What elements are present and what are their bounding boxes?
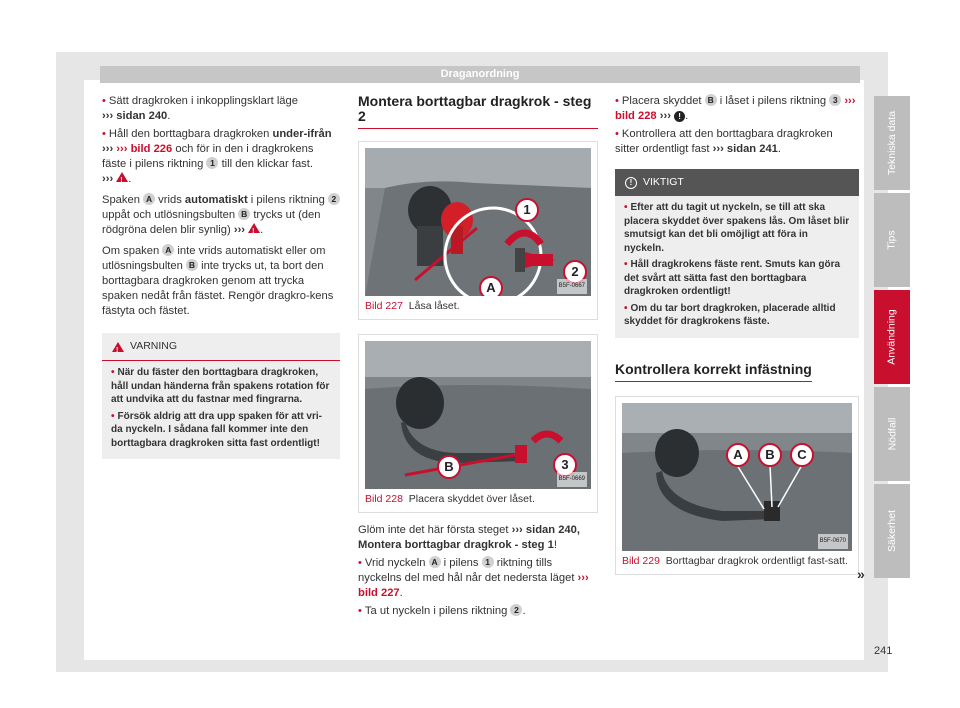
figure-code: B5F-0667 [557, 279, 587, 294]
label-badge: A [143, 193, 155, 205]
paragraph: Om spaken A inte vrids automatiskt eller om utlösningsbulten B inte trycks ut, ta bort den borttagbara dragkroken genom att trycka spaken nedåt från fästet. Rengör dragkro-kens fästyta och fästet. [102, 245, 334, 317]
figure-227 [358, 141, 598, 320]
warning-icon[interactable] [248, 223, 260, 233]
page-number: 241 [874, 645, 893, 657]
label-badge: A [429, 556, 441, 568]
figure-caption: Bild 228 Placera skyddet över låset. [365, 493, 535, 505]
step-bullet: • Ta ut nyckeln i pilens riktning 2 . [358, 605, 526, 617]
paragraph: Spaken A vrids automatiskt i pilens riktning 2 uppåt och utlösningsbulten B trycks ut (den rödgröna delen blir synlig) ››› ! . [102, 193, 340, 238]
warning-icon[interactable] [116, 172, 128, 182]
tab-tips[interactable]: Tips [874, 193, 910, 287]
page-ref-link[interactable]: ››› sidan 241 [712, 143, 778, 155]
warning-icon [112, 342, 124, 352]
step-bullet: • Kontrollera att den borttagbara dragkroken sitter ordentligt fast ››› sidan 241. [615, 128, 833, 155]
figure-code: B5F-0669 [557, 472, 587, 487]
step-bullet: • Placera skyddet B i låset i pilens riktning 3 ››› bild 228 ››› ! . [615, 95, 856, 122]
step-bullet: • Vrid nyckeln A i pilens 1 riktning tills nyckelns del med hål når det nedersta läget ››› bild 227. [358, 557, 589, 599]
info-icon: ! [625, 177, 637, 189]
callout-3: 3 [553, 453, 577, 477]
page-ref-link[interactable]: ››› sidan 240, Montera borttagbar dragkrok - steg 1 [358, 524, 580, 551]
callout-A: A [479, 276, 503, 296]
figure-code: B5F-0670 [818, 534, 848, 549]
page-header: Draganordning [100, 66, 860, 83]
callout-C: C [790, 443, 814, 467]
step-number-badge: 2 [510, 604, 522, 616]
important-item: • Håll dragkrokens fäste rent. Smuts kan göra det svårt att sätta fast den borttagbara dragkroken ordentligt! [624, 259, 841, 297]
figure-229 [615, 396, 859, 575]
column-right [615, 94, 859, 575]
figure-ref-link[interactable]: ››› bild 226 [116, 143, 173, 155]
figure-image [622, 403, 852, 551]
step-bullet: • Håll den borttagbara dragkroken under-ifrån ››› ››› bild 226 och för in den i dragkrokens fäste i pilens riktning 1 till den klickar fast. ››› ! . [102, 127, 340, 187]
callout-B: B [437, 455, 461, 479]
chapter-tabs [874, 96, 910, 581]
step-number-badge: 1 [482, 556, 494, 568]
label-badge: B [705, 94, 717, 106]
section-title: Montera borttagbar dragkrok - steg 2 [358, 94, 598, 129]
callout-1: 1 [515, 198, 539, 222]
tab-anvandning[interactable]: Användning [874, 290, 910, 384]
important-item: • Efter att du tagit ut nyckeln, se till att ska placera skyddet över spakens lås. Om låset blir smutsigt kan det bli omöjligt att föra in nyckeln. [624, 202, 850, 254]
callout-B: B [758, 443, 782, 467]
important-item: • Om du tar bort dragkroken, placerade alltid skyddet för dragkrokens fäste. [624, 302, 836, 327]
paragraph: Glöm inte det här första steget ››› sidan 240, Montera borttagbar dragkrok - steg 1! [358, 524, 580, 551]
tab-nodfall[interactable]: Nödfall [874, 387, 910, 481]
page-ref-link[interactable]: ››› sidan 240 [102, 110, 168, 122]
important-box-header: ! VIKTIGT [615, 169, 859, 196]
callout-2: 2 [563, 260, 587, 284]
tab-tekniska-data[interactable]: Tekniska data [874, 96, 910, 190]
towbar-fastened-illustration [622, 403, 852, 551]
figure-image [365, 341, 591, 489]
figure-caption: Bild 227 Låsa låset. [365, 300, 460, 312]
figure-caption: Bild 229 Borttagbar dragkrok ordentligt fast-satt. [622, 554, 848, 567]
label-badge: B [186, 259, 198, 271]
tab-sakerhet[interactable]: Säkerhet [874, 484, 910, 578]
label-badge: A [162, 244, 174, 256]
next-page-arrow-icon[interactable]: » [857, 566, 865, 582]
step-number-badge: 3 [829, 94, 841, 106]
column-left [102, 94, 340, 459]
important-box [615, 169, 859, 338]
figure-ref-link[interactable]: ››› bild 227 [358, 572, 589, 599]
important-icon[interactable]: ! [674, 111, 685, 122]
warning-item: • När du fäster den borttagbara dragkroken, håll undan händerna från spakens rotation för att undvika att du fastnar med fingrarna. [111, 367, 330, 405]
warning-item: • Försök aldrig att dra upp spaken för att vri-da nyckeln. I sådana fall kommer inte den borttagbara dragkroken sitta fast ordentligt! [111, 410, 322, 449]
warning-box-header: ! VARNING [102, 333, 340, 361]
callout-A: A [726, 443, 750, 467]
step-bullet: • Sätt dragkroken i inkopplingsklart läge ››› sidan 240. [102, 95, 298, 122]
towbar-lock-illustration [365, 148, 591, 296]
figure-228 [358, 334, 598, 513]
warning-box [102, 333, 340, 459]
step-number-badge: 1 [206, 157, 218, 169]
figure-image [365, 148, 591, 296]
figure-ref-link[interactable]: ››› bild 228 [615, 95, 856, 122]
column-middle [358, 94, 598, 622]
section-title: Kontrollera korrekt infästning [615, 362, 812, 382]
step-number-badge: 2 [328, 193, 340, 205]
label-badge: B [238, 208, 250, 220]
